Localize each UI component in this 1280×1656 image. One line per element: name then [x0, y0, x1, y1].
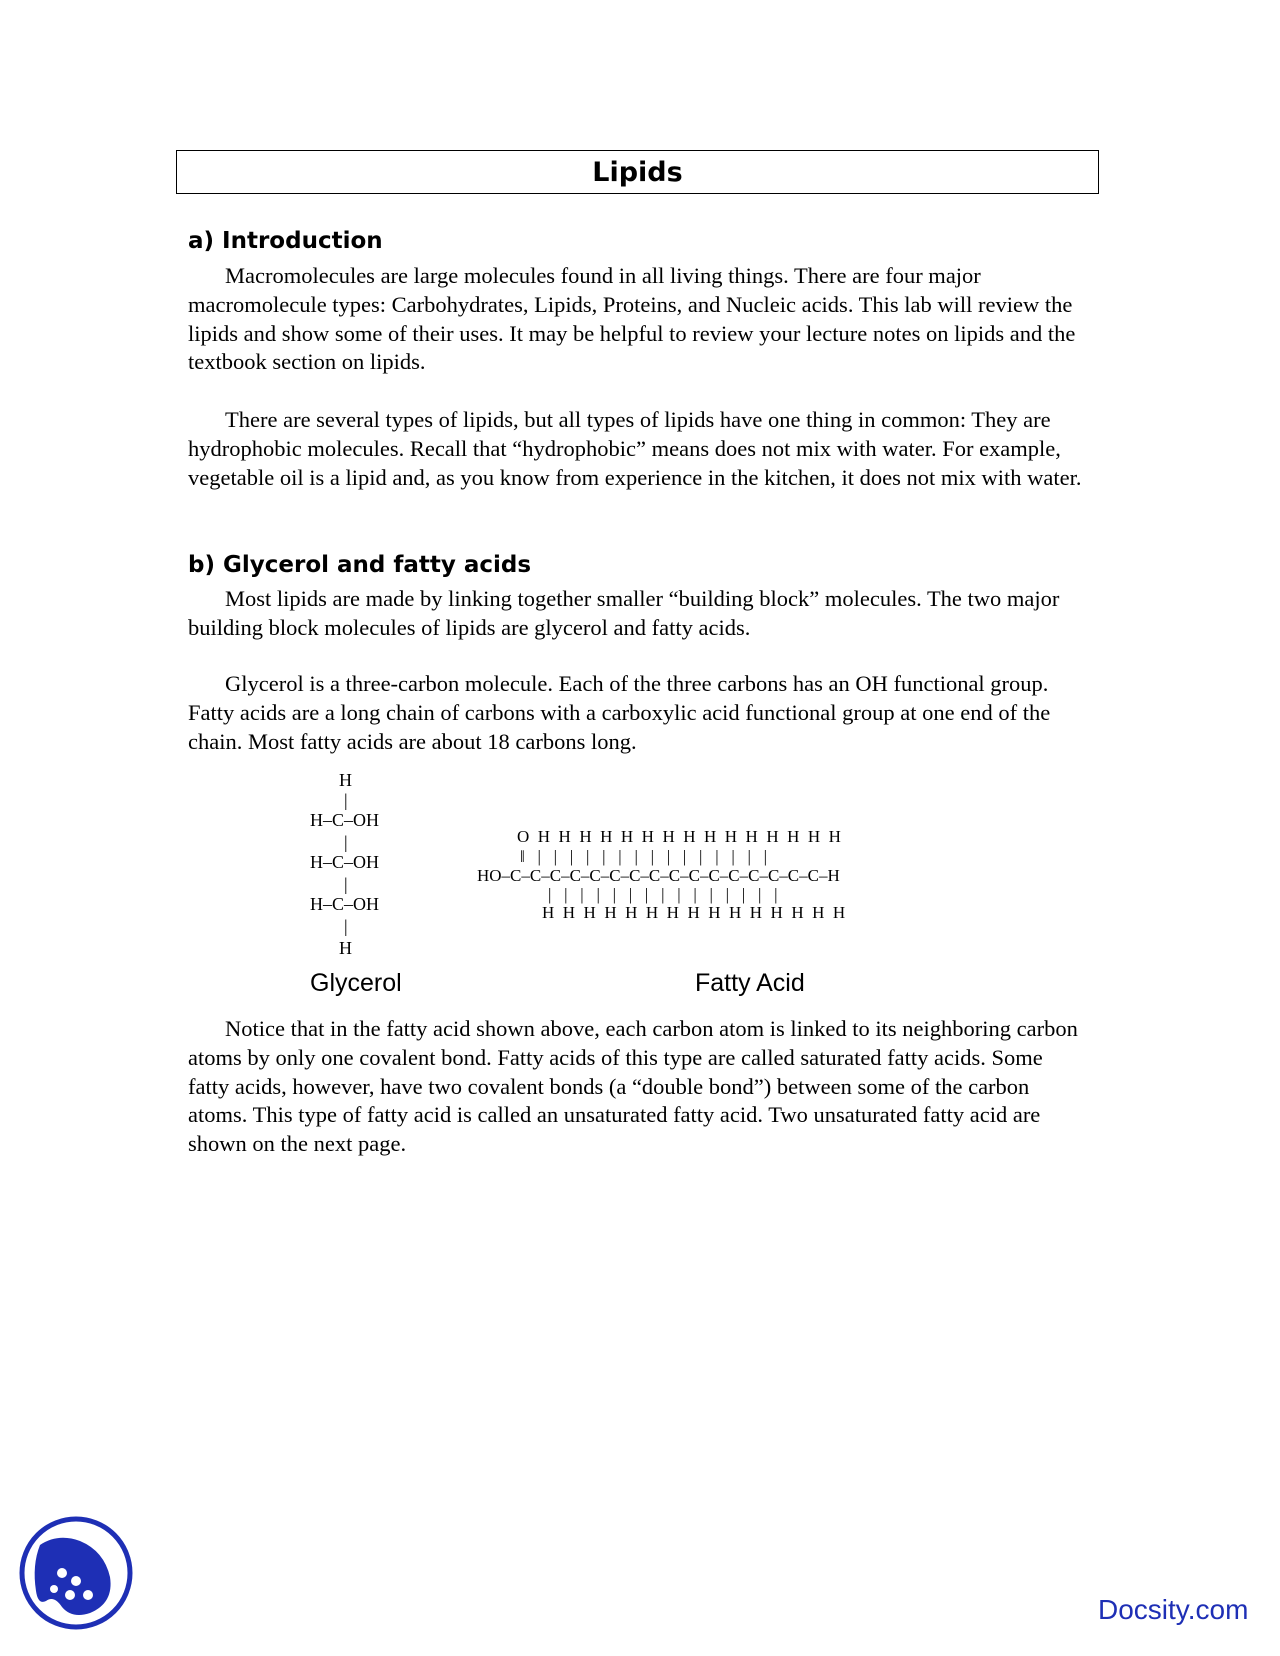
page-title: Lipids — [176, 150, 1099, 194]
glycerol-line: | — [344, 832, 348, 852]
fatty-acid-line: ‖ | | | | | | | | | | | | | | | — [520, 847, 768, 866]
building-blocks-paragraph: Most lipids are made by linking together smaller “building block” molecules. The two major building block molecules of lipids are glycerol and fatty acids. — [188, 586, 1060, 640]
fatty-acid-line: O H H H H H H H H H H H H H H H — [517, 827, 841, 846]
glycerol-line: | — [344, 916, 348, 936]
glycerol-line: H–C–OH — [310, 810, 380, 830]
section-heading-glycerol-fatty-acids: b) Glycerol and fatty acids — [188, 552, 532, 578]
fatty-acid-line: HO–C–C–C–C–C–C–C–C–C–C–C–C–C–C–C–C–H — [477, 866, 840, 885]
saturated-paragraph: Notice that in the fatty acid shown above, each carbon atom is linked to its neighboring carbon atoms by only one covalent bond. Fatty acids of this type are called saturated fatty acids. Some fatty acids, however, have two covalent bonds (a “double bond”) between some of the carbon atoms. This type of fatty acid is called an unsaturated fatty acid. Two unsaturated fatty acid are shown on the next page. — [188, 1016, 1078, 1157]
glycerol-line: | — [344, 790, 348, 810]
glycerol-line: H — [339, 938, 352, 958]
glycerol-fatty-acid-paragraph: Glycerol is a three-carbon molecule. Each of the three carbons has an OH functional group. Fatty acids are a long chain of carbons with a carboxylic acid functional group at one end of the chain. Most fatty acids are about 18 carbons long. — [188, 671, 1051, 754]
glycerol-line: H–C–OH — [310, 894, 380, 914]
glycerol-line: | — [344, 874, 348, 894]
docsity-brand-text[interactable]: Docsity.com — [1098, 1594, 1249, 1625]
section-heading-introduction: a) Introduction — [188, 228, 383, 254]
glycerol-caption: Glycerol — [310, 969, 402, 997]
fatty-acid-line: | | | | | | | | | | | | | | | — [548, 885, 778, 904]
docsity-logo-icon — [18, 1515, 134, 1631]
glycerol-line: H–C–OH — [310, 852, 380, 872]
fatty-acid-line: H H H H H H H H H H H H H H H — [542, 903, 846, 922]
fatty-acid-caption: Fatty Acid — [695, 969, 805, 997]
intro-paragraph-2: There are several types of lipids, but all types of lipids have one thing in common: They are hydrophobic molecules. Recall that “hydrophobic” means does not mix with water. For example, vegetable oil is a lipid and, as you know from experience in the kitchen, it does not mix with water. — [188, 407, 1082, 490]
glycerol-line: H — [339, 770, 352, 790]
intro-paragraph-1: Macromolecules are large molecules found in all living things. There are four major macromolecule types: Carbohydrates, Lipids, Proteins, and Nucleic acids. This lab will review the lipids and show some of their uses. It may be helpful to review your lecture notes on lipids and the textbook section on lipids. — [188, 263, 1076, 375]
